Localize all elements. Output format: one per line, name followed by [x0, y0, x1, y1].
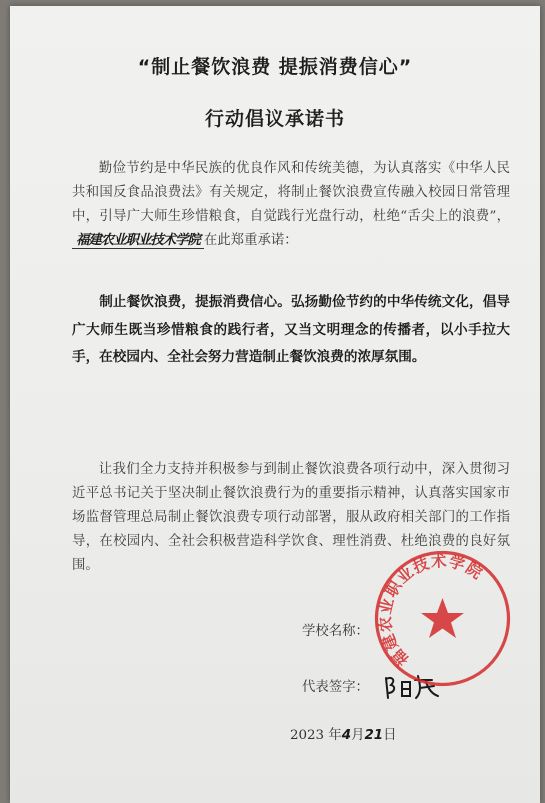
date-year: 2023 年	[290, 728, 342, 743]
document-page	[10, 6, 540, 803]
seal-text: 福建农业职业技术学院	[376, 552, 487, 670]
date-month: 4	[341, 728, 352, 743]
svg-text:福建农业职业技术学院	[370, 546, 487, 678]
handwritten-school-name: 福建农业职业技术学院	[72, 233, 204, 249]
paragraph-1	[72, 157, 510, 253]
paragraph-1-ending: 在此郑重承诺：	[203, 233, 298, 248]
date-day: 21	[364, 728, 384, 743]
seal-star-icon	[421, 598, 464, 638]
document-subtitle: 行动倡议承诺书	[204, 108, 345, 130]
document-date	[290, 724, 396, 743]
paragraph-1-text: 勤俭节约是中华民族的优良作风和传统美德，为认真落实《中华人民共和国反食品浪费法》有关规定，将制止餐饮浪费宣传融入校园日常管理中，引导广大师生珍惜粮食，自觉践行光盘行动，杜绝“舌尖上的浪费”，	[72, 161, 510, 224]
official-seal	[370, 546, 515, 691]
paragraph-2-commitment: 制止餐饮浪费，提振消费信心。弘扬勤俭节约的中华传统文化，倡导广大师生既当珍惜粮食的践行者，又当文明理念的传播者，以小手拉大手，在校园内、全社会努力营造制止餐饮浪费的浓厚氛围。	[72, 294, 510, 365]
date-month-unit: 月	[351, 728, 365, 743]
date-day-unit: 日	[383, 728, 397, 743]
paragraph-3: 让我们全力支持并积极参与到制止餐饮浪费各项行动中，深入贯彻习近平总书记关于坚决制止餐饮浪费行为的重要指示精神，认真落实国家市场监督管理总局制止餐饮浪费专项行动部署，服从政府相关部门的工作指导，在校园内、全社会积极营造科学饮食、理性消费、杜绝浪费的良好氛围。	[72, 462, 510, 573]
document-title: “制止餐饮浪费 提振消费信心”	[137, 56, 413, 78]
representative-signature-label: 代表签字：	[302, 680, 369, 695]
school-name-label: 学校名称：	[302, 624, 369, 639]
